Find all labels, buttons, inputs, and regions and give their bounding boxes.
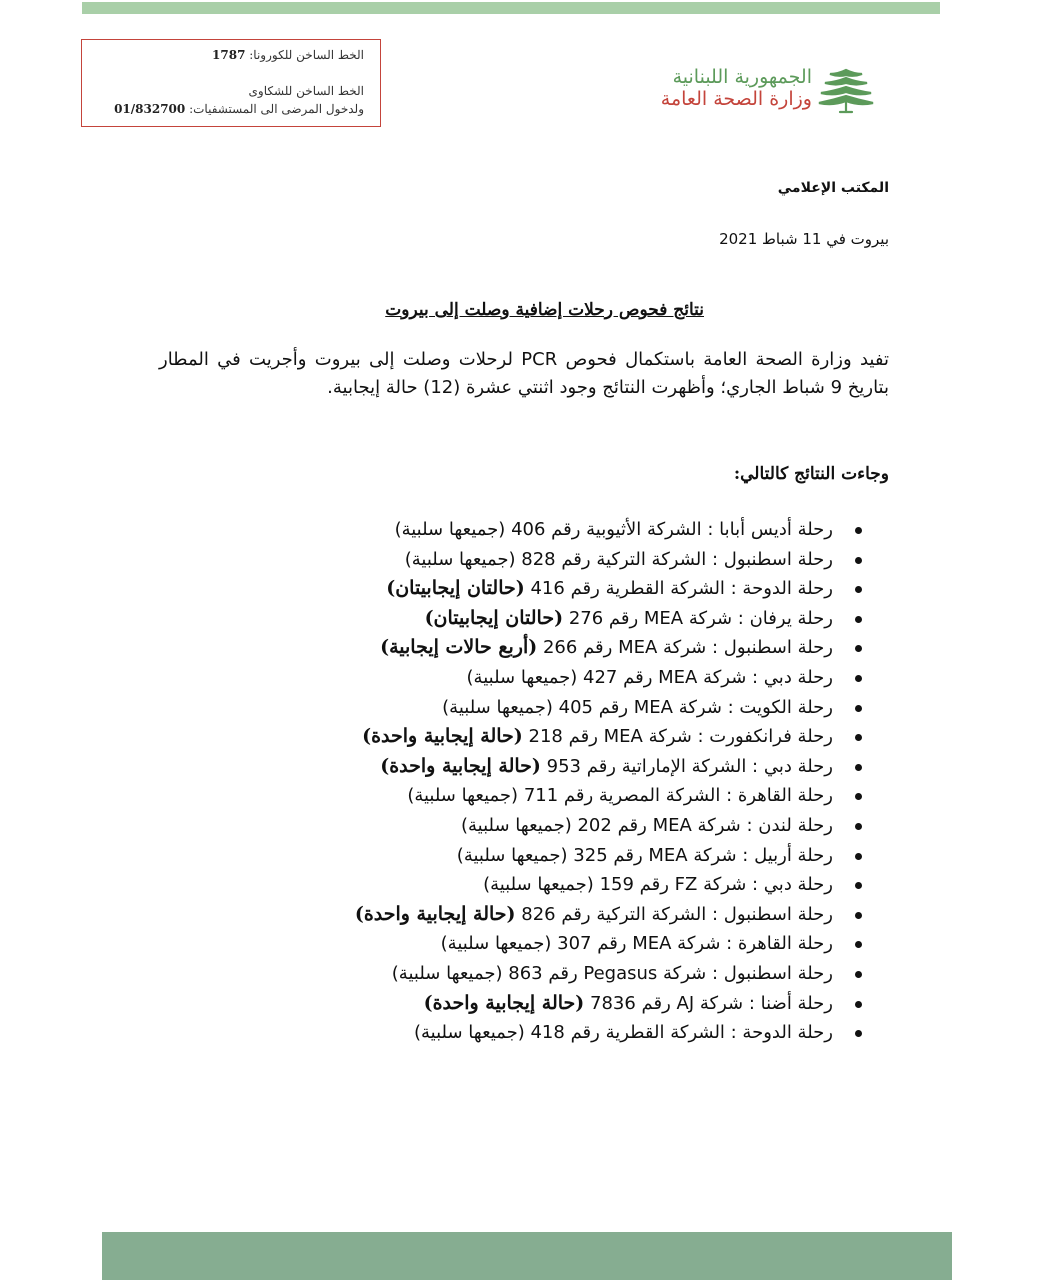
media-office-label: المكتب الإعلامي [777, 180, 889, 196]
flight-result: (جميعها سلبية) [413, 1022, 525, 1044]
flight-result: (حالة إيجابية واحدة) [354, 902, 516, 925]
flight-info: رحلة دبي : شركة FZ رقم 159 [599, 874, 833, 896]
flight-result: (جميعها سلبية) [404, 548, 516, 570]
bottom-decorative-bar [102, 1232, 952, 1280]
flight-result: (جميعها سلبية) [394, 519, 506, 540]
list-item [355, 959, 862, 989]
page-title: نتائج فحوص رحلات إضافية وصلت إلى بيروت [385, 300, 704, 320]
flight-info: رحلة أربيل : شركة MEA رقم 325 [573, 844, 833, 866]
flight-info: رحلة اسطنبول : الشركة التركية رقم 828 [521, 548, 833, 570]
press-date: بيروت في 11 شباط 2021 [719, 230, 889, 248]
list-item [355, 545, 862, 575]
flight-info: رحلة اسطنبول : شركة MEA رقم 266 [542, 637, 833, 659]
flight-result: (جميعها سلبية) [440, 933, 552, 955]
flight-result: (حالتان إيجابيتان) [424, 606, 564, 629]
flight-result: (جميعها سلبية) [460, 814, 572, 836]
flight-result: (أربع حالات إيجابية) [380, 636, 538, 659]
flight-result: (حالة إيجابية واحدة) [423, 991, 585, 1014]
list-item [355, 515, 862, 545]
intro-paragraph: تفيد وزارة الصحة العامة باستكمال فحوص PCR لرحلات وصلت إلى بيروت وأجريت في المطار بتاريخ 9 شباط الجاري؛ وأظهرت النتائج وجود اثنتي عشرة (12) حالة إيجابية. [159, 349, 889, 398]
flight-info: رحلة أديس أبابا : الشركة الأثيوبية رقم 406 [511, 519, 833, 540]
flight-info: رحلة أضنا : شركة AJ رقم 7836 [590, 992, 833, 1014]
hotline-complaints-label: الخط الساخن للشكاوى [248, 84, 364, 98]
list-item [355, 693, 862, 723]
list-item [355, 574, 862, 604]
flight-result: (جميعها سلبية) [391, 962, 503, 984]
flight-result: (جميعها سلبية) [466, 666, 578, 688]
top-decorative-bar [82, 2, 940, 14]
flight-result: (حالة إيجابية واحدة) [362, 725, 523, 748]
list-item [355, 781, 862, 811]
hotline-corona [212, 48, 364, 62]
logo-text [661, 66, 812, 110]
flight-info: رحلة القاهرة : الشركة المصرية رقم 711 [523, 785, 833, 807]
list-item [355, 870, 862, 900]
flight-info: رحلة الدوحة : الشركة القطرية رقم 418 [530, 1022, 833, 1044]
flight-info: رحلة اسطنبول : الشركة التركية رقم 826 [521, 903, 833, 925]
logo-line1: الجمهورية اللبنانية [672, 66, 812, 88]
flight-info: رحلة دبي : شركة MEA رقم 427 [583, 666, 833, 688]
results-heading: وجاءت النتائج كالتالي: [733, 464, 889, 484]
hotline-hospital [114, 102, 364, 116]
list-item [355, 722, 862, 752]
list-item [355, 811, 862, 841]
hotline-hospital-label: ولدخول المرضى الى المستشفيات: [189, 102, 364, 116]
flight-info: رحلة الكويت : شركة MEA رقم 405 [558, 696, 833, 718]
hotline-corona-number: 1787 [212, 48, 246, 62]
flight-info: رحلة لندن : شركة MEA رقم 202 [577, 814, 833, 836]
flight-result: (جميعها سلبية) [483, 874, 594, 896]
list-item [355, 900, 862, 930]
list-item [355, 1018, 862, 1048]
results-list [355, 515, 862, 1048]
ministry-logo [640, 66, 876, 116]
list-item [355, 604, 862, 634]
list-item [355, 752, 862, 782]
cedar-tree-icon [816, 66, 876, 114]
flight-result: (جميعها سلبية) [456, 844, 568, 866]
list-item [355, 633, 862, 663]
flight-info: رحلة اسطنبول : شركة Pegasus رقم 863 [508, 962, 833, 984]
flight-result: (جميعها سلبية) [407, 785, 519, 807]
hotline-corona-label: الخط الساخن للكورونا: [249, 48, 364, 62]
flight-info: رحلة القاهرة : شركة MEA رقم 307 [557, 933, 833, 955]
flight-info: رحلة يرفان : شركة MEA رقم 276 [568, 607, 833, 629]
flight-result: (جميعها سلبية) [442, 696, 553, 718]
hotline-hospital-number: 01/832700 [114, 102, 186, 116]
list-item [355, 663, 862, 693]
list-item [355, 929, 862, 959]
hotline-box [81, 39, 381, 127]
flight-result: (حالتان إيجابيتان) [386, 577, 525, 600]
flight-info: رحلة دبي : الشركة الإماراتية رقم 953 [546, 755, 833, 777]
flight-result: (حالة إيجابية واحدة) [380, 754, 541, 777]
flight-info: رحلة الدوحة : الشركة القطرية رقم 416 [530, 578, 833, 600]
flight-info: رحلة فرانكفورت : شركة MEA رقم 218 [528, 726, 833, 748]
logo-line2: وزارة الصحة العامة [660, 88, 812, 110]
list-item [355, 841, 862, 871]
list-item [355, 989, 862, 1019]
